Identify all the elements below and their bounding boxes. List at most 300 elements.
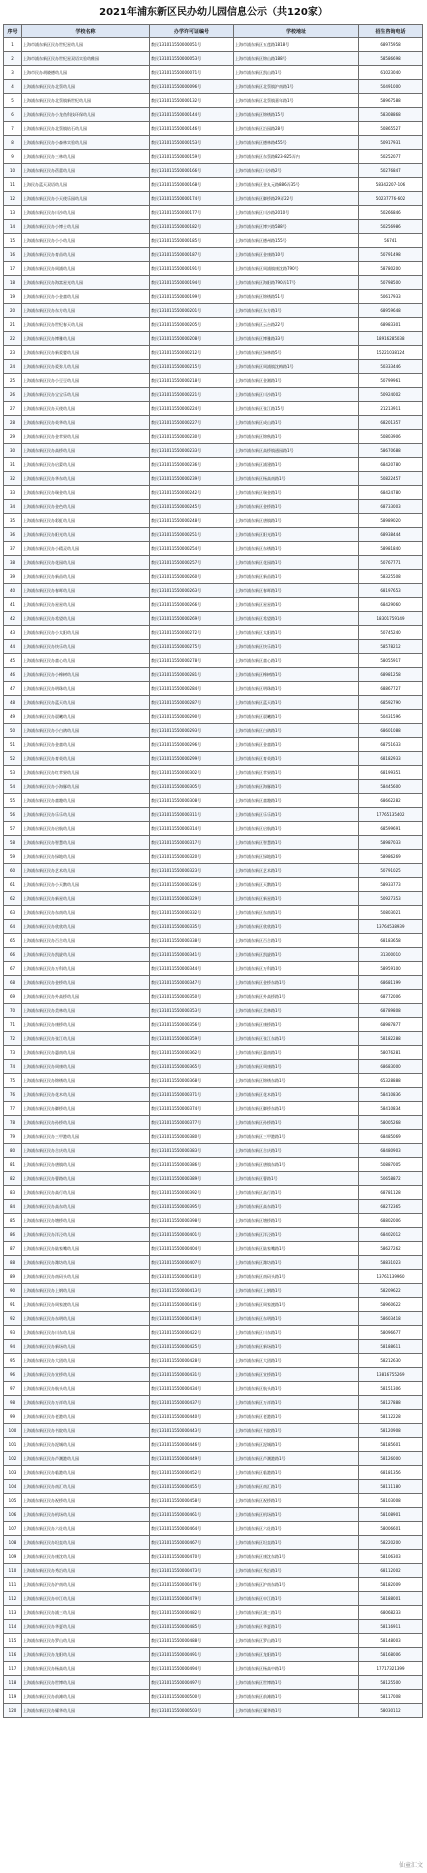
cell-school-address: 上海市浦东新区东方路1号	[234, 304, 359, 318]
cell-license-number: 教民131011550000221号	[150, 388, 234, 402]
cell-school-name: 上海浦东新区民办东明幼儿园	[22, 1312, 150, 1326]
cell-school-address: 上海市浦东新区唐镇路1号	[234, 514, 359, 528]
table-row	[4, 1214, 423, 1228]
cell-license-number: 教民131011550000239号	[150, 472, 234, 486]
cell-index: 83	[4, 1186, 22, 1200]
cell-phone: 58005268	[359, 1116, 423, 1130]
cell-license-number: 教民131011550000132号	[150, 94, 234, 108]
table-row	[4, 234, 423, 248]
cell-school-name: 上海浦东新区民办康沈幼儿园	[22, 1550, 150, 1564]
cell-index: 87	[4, 1242, 22, 1256]
cell-index: 117	[4, 1662, 22, 1676]
cell-school-address: 上海市浦东新区金康路10号	[234, 248, 359, 262]
cell-school-address: 上海市浦东新区南汇路1号	[234, 1480, 359, 1494]
cell-license-number: 教民131011550000144号	[150, 108, 234, 122]
cell-school-name: 上海浦东新区民办外高桥幼儿园	[22, 990, 150, 1004]
cell-license-number: 教民131011550000401号	[150, 1228, 234, 1242]
cell-index: 72	[4, 1032, 22, 1046]
cell-school-address: 上海市浦东新区瑞金路1号	[234, 486, 359, 500]
cell-phone: 68867727	[359, 682, 423, 696]
cell-license-number: 教民131011550000344号	[150, 962, 234, 976]
cell-phone: 58959100	[359, 962, 423, 976]
cell-license-number: 教民131011550000326号	[150, 878, 234, 892]
table-row	[4, 836, 423, 850]
cell-license-number: 教民131011550000392号	[150, 1186, 234, 1200]
cell-index: 30	[4, 444, 22, 458]
cell-school-address: 上海市浦东新区百合路1号	[234, 934, 359, 948]
cell-school-name: 上海浦东新区民办宣桥幼儿园	[22, 1368, 150, 1382]
cell-index: 49	[4, 710, 22, 724]
cell-phone: 17717321399	[359, 1662, 423, 1676]
table-row	[4, 304, 423, 318]
cell-license-number: 教民131011550000377号	[150, 1116, 234, 1130]
cell-license-number: 教民131011550000314号	[150, 822, 234, 836]
cell-license-number: 教民131011550000440号	[150, 1410, 234, 1424]
cell-index: 32	[4, 472, 22, 486]
cell-school-name: 上海市民办胡晓德幼儿园	[22, 66, 150, 80]
cell-phone: 58112228	[359, 1410, 423, 1424]
cell-school-name: 上海浦东新区民办川沙幼儿园	[22, 206, 150, 220]
cell-phone: 65328888	[359, 1074, 423, 1088]
cell-school-address: 上海市浦东新区秀沿路1号	[234, 1564, 359, 1578]
table-row	[4, 1200, 423, 1214]
table-row	[4, 1088, 423, 1102]
table-row	[4, 1256, 423, 1270]
table-row	[4, 1410, 423, 1424]
cell-school-name: 上海浦东新区民办金桥幼儿园	[22, 976, 150, 990]
table-row	[4, 262, 423, 276]
table-row	[4, 724, 423, 738]
cell-school-address: 上海市浦东新区三甲港路1号	[234, 1130, 359, 1144]
cell-license-number: 教民131011550000494号	[150, 1662, 234, 1676]
cell-index: 65	[4, 934, 22, 948]
cell-school-name: 上海浦东新区民办童趣幼儿园	[22, 794, 150, 808]
cell-license-number: 教民131011550000359号	[150, 1032, 234, 1046]
cell-index: 116	[4, 1648, 22, 1662]
cell-school-address: 上海市浦东新区云台路22号	[234, 318, 359, 332]
cell-license-number: 教民131011550000275号	[150, 640, 234, 654]
table-row	[4, 136, 423, 150]
cell-index: 78	[4, 1116, 22, 1130]
cell-school-address: 上海市浦东新区成山路1号	[234, 416, 359, 430]
cell-school-name: 上海浦东新区民办蓓蕾幼儿园	[22, 164, 150, 178]
cell-school-address: 上海市浦东新区书院路1号	[234, 1424, 359, 1438]
cell-school-name: 上海浦东新区民办北蔡镇钻石幼儿园	[22, 122, 150, 136]
cell-license-number: 教民131011550000485号	[150, 1620, 234, 1634]
cell-phone: 50658872	[359, 1172, 423, 1186]
cell-phone: 68599691	[359, 822, 423, 836]
cell-school-address: 上海市浦东新区外高桥路1号	[234, 990, 359, 1004]
table-row	[4, 1354, 423, 1368]
cell-phone: 58410836	[359, 1088, 423, 1102]
cell-license-number: 教民131011550000320号	[150, 850, 234, 864]
cell-index: 115	[4, 1634, 22, 1648]
cell-school-name: 上海浦东新区民办高桥幼儿园	[22, 444, 150, 458]
cell-license-number: 教民131011550000431号	[150, 1368, 234, 1382]
cell-school-name: 上海浦东新区民办新苗幼儿园	[22, 570, 150, 584]
cell-phone: 13761139960	[359, 1270, 423, 1284]
table-row	[4, 1102, 423, 1116]
table-row	[4, 892, 423, 906]
table-row	[4, 1396, 423, 1410]
cell-license-number: 教民131011550000332号	[150, 906, 234, 920]
cell-index: 85	[4, 1214, 22, 1228]
cell-index: 11	[4, 178, 22, 192]
cell-phone: 50887005	[359, 1158, 423, 1172]
cell-index: 60	[4, 864, 22, 878]
watermark: 仙童汇文	[398, 1862, 423, 1869]
cell-school-name: 上海浦东新区民办金童幼儿园	[22, 738, 150, 752]
cell-index: 107	[4, 1522, 22, 1536]
cell-phone: 68681199	[359, 976, 423, 990]
cell-phone: 68981258	[359, 668, 423, 682]
cell-school-address: 上海市浦东新区惠南路1号	[234, 1046, 359, 1060]
cell-phone: 58188611	[359, 1340, 423, 1354]
cell-license-number: 教民131011550000497号	[150, 1676, 234, 1690]
cell-school-address: 上海市浦东新区春晖路1号	[234, 584, 359, 598]
cell-school-name: 上海浦东新区民办申江幼儿园	[22, 1592, 150, 1606]
cell-school-name: 上海浦东新区民办周家渡幼儿园	[22, 1298, 150, 1312]
cell-school-address: 上海市浦东新区沿园路28号	[234, 122, 359, 136]
cell-school-address: 上海市浦东新区川沙路2号	[234, 164, 359, 178]
cell-phone: 58006601	[359, 1522, 423, 1536]
cell-school-name: 上海浦东新区民办世博幼儿园	[22, 1676, 150, 1690]
cell-school-address: 上海市浦东新区绿林路5号	[234, 346, 359, 360]
cell-school-address: 上海市浦东新区凯山路1号	[234, 66, 359, 80]
table-row	[4, 934, 423, 948]
cell-license-number: 教民131011550000194号	[150, 276, 234, 290]
cell-school-name: 上海浦东新区民办北蔡镇新世纪幼儿园	[22, 94, 150, 108]
cell-school-address: 上海市浦东新区东明路1号	[234, 1312, 359, 1326]
cell-phone: 68802006	[359, 1214, 423, 1228]
cell-index: 119	[4, 1690, 22, 1704]
table-row	[4, 1060, 423, 1074]
cell-school-name: 上海市浦东新区民办世纪星幼儿园	[22, 38, 150, 52]
cell-license-number: 教民131011550000153号	[150, 136, 234, 150]
cell-school-name: 上海浦东新区民办花园幼儿园	[22, 556, 150, 570]
cell-index: 5	[4, 94, 22, 108]
cell-school-address: 上海市浦东新区上钢路1号	[234, 1284, 359, 1298]
cell-phone: 58308868	[359, 108, 423, 122]
page-title: 2021年浦东新区民办幼儿园信息公示（共120家）	[99, 7, 328, 18]
cell-index: 66	[4, 948, 22, 962]
table-row	[4, 80, 423, 94]
cell-phone: 68683000	[359, 1060, 423, 1074]
cell-index: 96	[4, 1368, 22, 1382]
cell-school-address: 上海市浦东新区高行路1号	[234, 1186, 359, 1200]
cell-index: 110	[4, 1564, 22, 1578]
cell-school-address: 上海市浦东新区坦直路1号	[234, 1536, 359, 1550]
cell-phone: 58103008	[359, 1494, 423, 1508]
cell-school-name: 上海浦东新区民办乐乐幼儿园	[22, 808, 150, 822]
cell-phone: 58127888	[359, 1396, 423, 1410]
cell-school-name: 上海浦东新区民办英华幼儿园	[22, 416, 150, 430]
cell-school-address: 上海市浦东新区前滩路1号	[234, 1690, 359, 1704]
table-row	[4, 1508, 423, 1522]
cell-license-number: 教民131011550000425号	[150, 1340, 234, 1354]
cell-index: 18	[4, 276, 22, 290]
cell-index: 26	[4, 388, 22, 402]
table-row	[4, 150, 423, 164]
table-row	[4, 374, 423, 388]
table-row	[4, 556, 423, 570]
cell-school-name: 上海浦东新区民办艺术幼儿园	[22, 864, 150, 878]
cell-school-name: 上海浦东新区民办晨曦幼儿园	[22, 710, 150, 724]
cell-license-number: 教民131011550000455号	[150, 1480, 234, 1494]
cell-school-name: 上海浦东新区民办六灶幼儿园	[22, 1522, 150, 1536]
cell-phone: 68402012	[359, 1228, 423, 1242]
cell-phone: 58182009	[359, 1578, 423, 1592]
cell-phone: 58960622	[359, 1298, 423, 1312]
cell-phone: 58578212	[359, 640, 423, 654]
cell-index: 57	[4, 822, 22, 836]
cell-index: 37	[4, 542, 22, 556]
cell-license-number: 教民131011550000449号	[150, 1452, 234, 1466]
cell-school-name: 上海浦东新区民办绿地幼儿园	[22, 850, 150, 864]
cell-school-address: 上海市浦东新区唐镇东路1号	[234, 1158, 359, 1172]
table-row	[4, 318, 423, 332]
cell-index: 41	[4, 598, 22, 612]
cell-phone: 68983301	[359, 318, 423, 332]
cell-phone: 50791498	[359, 248, 423, 262]
table-row	[4, 710, 423, 724]
cell-school-name: 上海浦东新区民办塘桥幼儿园	[22, 1214, 150, 1228]
table-row	[4, 1662, 423, 1676]
cell-index: 25	[4, 374, 22, 388]
cell-license-number: 教民131011550000365号	[150, 1060, 234, 1074]
cell-school-address: 上海市浦东新区浦建路1号	[234, 458, 359, 472]
cell-index: 114	[4, 1620, 22, 1634]
cell-license-number: 教民131011550000208号	[150, 332, 234, 346]
cell-phone: 50252077	[359, 150, 423, 164]
cell-school-name: 上海浦东新区民办曹路幼儿园	[22, 1172, 150, 1186]
cell-school-address: 上海市浦东新区金湘路1号	[234, 374, 359, 388]
cell-license-number: 教民131011550000053号	[150, 52, 234, 66]
cell-license-number: 教民131011550000398号	[150, 1214, 234, 1228]
cell-license-number: 教民131011550000467号	[150, 1536, 234, 1550]
cell-school-address: 上海市浦东新区川东路1号	[234, 1326, 359, 1340]
cell-index: 75	[4, 1074, 22, 1088]
kindergarten-table	[3, 24, 423, 1718]
header-license-number: 办学许可证编号	[150, 25, 234, 38]
cell-index: 53	[4, 766, 22, 780]
cell-phone: 58055917	[359, 654, 423, 668]
table-row	[4, 1018, 423, 1032]
cell-index: 58	[4, 836, 22, 850]
cell-license-number: 教民131011550000338号	[150, 934, 234, 948]
cell-school-address: 上海市浦东新区花园路1号	[234, 556, 359, 570]
cell-school-name: 上海浦东新区民办秀沿幼儿园	[22, 1564, 150, 1578]
table-row	[4, 626, 423, 640]
table-row	[4, 192, 423, 206]
table-row	[4, 808, 423, 822]
cell-school-name: 上海浦东新区民办三甲港幼儿园	[22, 1130, 150, 1144]
cell-phone: 68772006	[359, 990, 423, 1004]
cell-school-address: 上海市浦东新区御桥路29弄22号	[234, 192, 359, 206]
table-row	[4, 1186, 423, 1200]
cell-phone: 50791025	[359, 864, 423, 878]
table-row	[4, 1452, 423, 1466]
table-row	[4, 1494, 423, 1508]
cell-school-address: 上海市浦东新区明珠路1号	[234, 682, 359, 696]
cell-school-name: 上海浦东新区民办东南幼儿园	[22, 906, 150, 920]
cell-license-number: 教民131011550000389号	[150, 1172, 234, 1186]
cell-school-address: 上海市浦东新区机场路1号	[234, 1508, 359, 1522]
cell-school-address: 上海市浦东新区康桥路1号	[234, 1018, 359, 1032]
cell-phone: 58967588	[359, 94, 423, 108]
cell-license-number: 教民131011550000479号	[150, 1592, 234, 1606]
cell-school-name: 上海浦东新区民办万科幼儿园	[22, 962, 150, 976]
table-row	[4, 1158, 423, 1172]
cell-school-name: 上海浦东新区民办高行幼儿园	[22, 1186, 150, 1200]
cell-school-address: 上海市浦东新区北蔡镇嘉年路1号	[234, 94, 359, 108]
table-row	[4, 990, 423, 1004]
cell-license-number: 教民131011550000281号	[150, 668, 234, 682]
cell-school-address: 上海市浦东新区锦绣东路1号	[234, 1074, 359, 1088]
cell-school-name: 上海浦东新区民办潍坊幼儿园	[22, 1256, 150, 1270]
cell-license-number: 教民131011550000254号	[150, 542, 234, 556]
cell-index: 88	[4, 1256, 22, 1270]
table-row	[4, 94, 423, 108]
cell-school-name: 上海浦东新区民办万祥幼儿园	[22, 1396, 150, 1410]
cell-index: 46	[4, 668, 22, 682]
cell-index: 13	[4, 206, 22, 220]
cell-phone: 50431596	[359, 710, 423, 724]
cell-school-name: 上海浦东新区民办书院幼儿园	[22, 1424, 150, 1438]
table-row	[4, 1522, 423, 1536]
cell-school-name: 上海浦东新区民办新星幼儿园	[22, 892, 150, 906]
cell-index: 55	[4, 794, 22, 808]
cell-index: 29	[4, 430, 22, 444]
cell-phone: 50333446	[359, 360, 423, 374]
cell-phone: 58151306	[359, 1382, 423, 1396]
cell-school-address: 上海市浦东新区太阳路1号	[234, 626, 359, 640]
cell-phone: 61023040	[359, 66, 423, 80]
table-row	[4, 1480, 423, 1494]
cell-school-name: 上海浦东新区民办大团幼儿园	[22, 1354, 150, 1368]
cell-school-name: 上海浦东新区民办凯旋幼儿园	[22, 948, 150, 962]
table-row	[4, 122, 423, 136]
cell-school-address: 上海市浦东新区花木路1号	[234, 1088, 359, 1102]
cell-school-name: 上海浦东新区民办小白鸽幼儿园	[22, 724, 150, 738]
cell-school-address: 上海市浦东新区周家渡路1号	[234, 1298, 359, 1312]
table-row	[4, 1312, 423, 1326]
cell-school-name: 上海浦东新区民办航头幼儿园	[22, 1382, 150, 1396]
cell-school-name: 上海浦东新区民办育英幼儿园	[22, 752, 150, 766]
cell-license-number: 教民131011550000260号	[150, 570, 234, 584]
cell-school-address: 上海市浦东新区凯旋路1号	[234, 948, 359, 962]
cell-school-name: 上海浦东新区民办蓝天幼儿园	[22, 696, 150, 710]
cell-phone: 58831023	[359, 1256, 423, 1270]
cell-index: 14	[4, 220, 22, 234]
table-row	[4, 542, 423, 556]
cell-school-address: 上海市浦东新区海阳路790弄17号	[234, 276, 359, 290]
table-row	[4, 1116, 423, 1130]
cell-phone: 68197653	[359, 584, 423, 598]
cell-index: 111	[4, 1578, 22, 1592]
cell-index: 105	[4, 1494, 22, 1508]
cell-index: 39	[4, 570, 22, 584]
cell-school-address: 上海市浦东新区申江路1号	[234, 1592, 359, 1606]
cell-school-address: 上海市浦东新区智慧路1号	[234, 836, 359, 850]
table-row	[4, 948, 423, 962]
cell-license-number: 教民131011550000452号	[150, 1466, 234, 1480]
cell-school-name: 上海浦东新区民办周浦幼儿园	[22, 262, 150, 276]
cell-school-name: 上海浦东新区民办宝宝乐幼儿园	[22, 388, 150, 402]
table-row	[4, 1228, 423, 1242]
cell-index: 22	[4, 332, 22, 346]
cell-phone: 68938444	[359, 528, 423, 542]
cell-phone: 58120908	[359, 1424, 423, 1438]
cell-school-address: 上海市浦东新区芦潮港路1号	[234, 1452, 359, 1466]
header-phone: 招生咨询电话	[359, 25, 423, 38]
cell-license-number: 教民131011550000464号	[150, 1522, 234, 1536]
cell-license-number: 教民131011550000287号	[150, 696, 234, 710]
cell-phone: 68662282	[359, 794, 423, 808]
cell-school-name: 上海浦东新区民办小天使乐园幼儿园	[22, 192, 150, 206]
cell-license-number: 教民131011550000242号	[150, 486, 234, 500]
cell-school-address: 上海市浦东新区航头路1号	[234, 1382, 359, 1396]
cell-index: 118	[4, 1676, 22, 1690]
cell-index: 10	[4, 164, 22, 178]
cell-school-address: 上海市浦东新区金丸元路886弄35号	[234, 178, 359, 192]
table-row	[4, 178, 423, 192]
cell-school-address: 上海市浦东新区苹果路1号	[234, 766, 359, 780]
cell-license-number: 教民131011550000159号	[150, 150, 234, 164]
cell-school-name: 上海浦东新区民办南码头幼儿园	[22, 1270, 150, 1284]
cell-index: 56	[4, 808, 22, 822]
cell-school-name: 上海浦东新区民办小森林实验幼儿园	[22, 136, 150, 150]
cell-phone: 13816755269	[359, 1368, 423, 1382]
cell-school-address: 上海市浦东新区海豚路1号	[234, 780, 359, 794]
cell-phone: 58987033	[359, 836, 423, 850]
cell-phone: 68272365	[359, 1200, 423, 1214]
cell-school-name: 上海浦东新区民办合庆幼儿园	[22, 1144, 150, 1158]
cell-school-name: 上海浦东新区民办新场幼儿园	[22, 1340, 150, 1354]
table-row	[4, 850, 423, 864]
cell-school-address: 上海市浦东新区杨高南路1号	[234, 472, 359, 486]
cell-index: 7	[4, 122, 22, 136]
cell-license-number: 教民131011550000051号	[150, 38, 234, 52]
cell-school-name: 上海浦东新区民办希望幼儿园	[22, 612, 150, 626]
cell-phone: 50237776-602	[359, 192, 423, 206]
cell-phone: 58106303	[359, 1550, 423, 1564]
cell-school-address: 上海市浦东新区孙桥路1号	[234, 1116, 359, 1130]
table-row	[4, 458, 423, 472]
cell-school-address: 上海市浦东新区乐乐路1号	[234, 808, 359, 822]
cell-phone: 50266846	[359, 206, 423, 220]
table-row	[4, 528, 423, 542]
cell-school-address: 上海市浦东新区御桥东路1号	[234, 1102, 359, 1116]
cell-school-name: 上海浦东新区民办祝桥幼儿园	[22, 1494, 150, 1508]
cell-index: 59	[4, 850, 22, 864]
cell-license-number: 教民131011550000395号	[150, 1200, 234, 1214]
cell-index: 100	[4, 1424, 22, 1438]
cell-license-number: 教民131011550000305号	[150, 780, 234, 794]
table-row	[4, 584, 423, 598]
cell-school-name: 上海浦东新区民办百合幼儿园	[22, 934, 150, 948]
cell-school-address: 上海市浦东新区金桥东路1号	[234, 976, 359, 990]
table-row	[4, 822, 423, 836]
cell-license-number: 教民131011550000488号	[150, 1634, 234, 1648]
table-row	[4, 878, 423, 892]
cell-phone: 58188001	[359, 1592, 423, 1606]
cell-school-name: 上海浦东新区民办小橡树幼儿园	[22, 668, 150, 682]
table-row	[4, 906, 423, 920]
cell-school-name: 上海浦东新区民办机场幼儿园	[22, 1508, 150, 1522]
cell-phone: 58981840	[359, 542, 423, 556]
cell-license-number: 教民131011550000356号	[150, 1018, 234, 1032]
